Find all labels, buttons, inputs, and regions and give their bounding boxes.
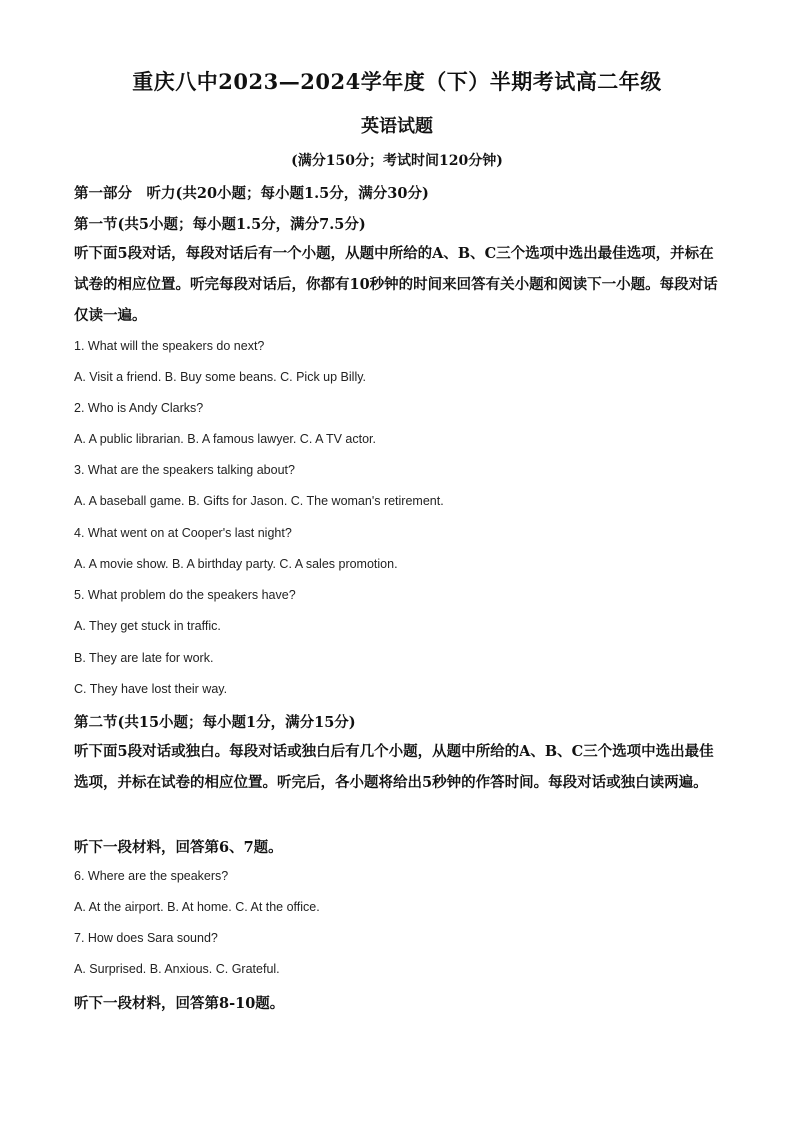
question-5-option-a: A. They get stuck in traffic. xyxy=(74,619,221,633)
part1-heading: 第一部分 听力(共20小题；每小题1.5分，满分30分) xyxy=(74,185,429,202)
question-6-stem: 6. Where are the speakers? xyxy=(74,869,229,883)
question-1-options: A. Visit a friend. B. Buy some beans. C. Pick up Billy. xyxy=(74,370,367,384)
question-2-options: A. A public librarian. B. A famous lawyer. C. A TV actor. xyxy=(74,432,377,446)
question-1-stem: 1. What will the speakers do next? xyxy=(74,339,265,353)
section1-heading: 第一节(共5小题；每小题1.5分，满分7.5分) xyxy=(74,216,366,233)
exam-subject: 英语试题 xyxy=(361,116,433,137)
question-5-stem: 5. What problem do the speakers have? xyxy=(74,588,296,602)
exam-title: 重庆八中2023—2024学年度（下）半期考试高二年级 xyxy=(132,69,662,94)
question-5-option-c: C. They have lost their way. xyxy=(74,682,228,696)
question-4-stem: 4. What went on at Cooper's last night? xyxy=(74,526,292,540)
section2-heading: 第二节(共15小题；每小题1分，满分15分) xyxy=(74,714,356,731)
material-8-10-heading: 听下一段材料，回答第8-10题。 xyxy=(74,995,285,1012)
question-4-options: A. A movie show. B. A birthday party. C. A sales promotion. xyxy=(74,557,398,571)
question-6-options: A. At the airport. B. At home. C. At the office. xyxy=(74,900,320,914)
question-7-options: A. Surprised. B. Anxious. C. Grateful. xyxy=(74,962,280,976)
material-6-7-heading: 听下一段材料，回答第6、7题。 xyxy=(74,839,283,856)
question-3-stem: 3. What are the speakers talking about? xyxy=(74,463,295,477)
exam-score-time-note: (满分150分；考试时间120分钟) xyxy=(291,153,503,169)
section2-instructions: 听下面5段对话或独白。每段对话或独白后有几个小题，从题中所给的A、B、C三个选项中选出最佳选项，并标在试卷的相应位置。听完后，各小题将给出5秒钟的作答时间。每段对话或独白读两遍。 xyxy=(74,743,714,791)
question-3-options: A. A baseball game. B. Gifts for Jason. C. The woman's retirement. xyxy=(74,494,444,508)
question-2-stem: 2. Who is Andy Clarks? xyxy=(74,401,204,415)
question-5-option-b: B. They are late for work. xyxy=(74,651,214,665)
question-7-stem: 7. How does Sara sound? xyxy=(74,931,218,945)
section1-instructions: 听下面5段对话，每段对话后有一个小题，从题中所给的A、B、C三个选项中选出最佳选项，并标在试卷的相应位置。听完每段对话后，你都有10秒钟的时间来回答有关小题和阅读下一小题。每段对话仅读一遍。 xyxy=(74,245,718,324)
